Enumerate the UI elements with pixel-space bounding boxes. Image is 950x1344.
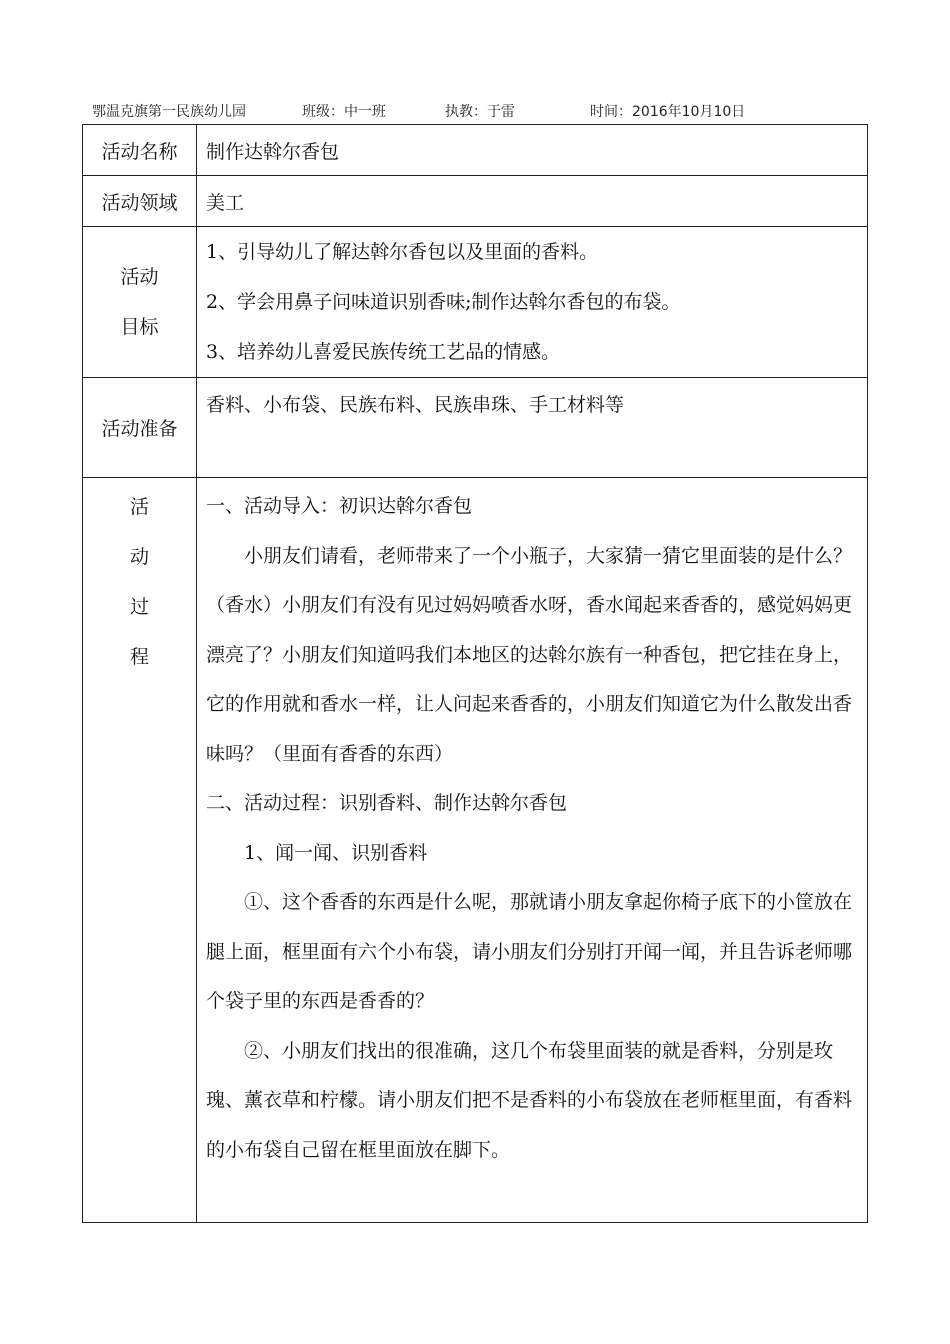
- process-label-char-3: 过: [129, 596, 149, 618]
- school-name: 鄂温克旗第一民族幼儿园: [92, 104, 246, 120]
- step1-paragraph-1: ①、这个香香的东西是什么呢，那就请小朋友拿起你椅子底下的小筐放在腿上面，框里面有六个小布袋，请小朋友们分别打开闻一闻，并且告诉老师哪个袋子里的东西是香香的？: [206, 891, 853, 1012]
- label-activity-goals: [83, 227, 197, 378]
- goal-item-2: 2、学会用鼻子问味道识别香味;制作达斡尔香包的布袋。: [206, 291, 681, 313]
- row-activity-process: [83, 478, 868, 1223]
- goals-label-line2: 目标: [120, 316, 159, 338]
- date-info: 时间：2016年10月10日: [590, 104, 746, 120]
- label-activity-name: 活动名称: [83, 125, 197, 176]
- row-activity-name: [83, 125, 868, 176]
- row-activity-domain: [83, 176, 868, 227]
- goals-label-line1: 活动: [120, 266, 159, 288]
- label-activity-prep: 活动准备: [83, 378, 197, 478]
- value-activity-name: 制作达斡尔香包: [197, 125, 868, 176]
- step1-title: 1、闻一闻、识别香料: [244, 841, 428, 864]
- teacher-info: 执教：于雷: [445, 104, 515, 120]
- goal-item-1: 1、引导幼儿了解达斡尔香包以及里面的香料。: [206, 241, 599, 263]
- process-content: [197, 478, 868, 1223]
- row-activity-goals: [83, 227, 868, 378]
- row-activity-prep: [83, 378, 868, 478]
- goal-item-3: 3、培养幼儿喜爱民族传统工艺品的情感。: [206, 341, 561, 363]
- lesson-plan-table: [82, 124, 868, 1223]
- process-label-char-4: 程: [129, 646, 149, 668]
- value-activity-prep: 香料、小布袋、民族布料、民族串珠、手工材料等: [197, 378, 868, 478]
- step1-paragraph-2: ②、小朋友们找出的很准确，这几个布袋里面装的就是香料，分别是玫瑰、薰衣草和柠檬。请小朋友们把不是香料的小布袋放在老师框里面，有香料的小布袋自己留在框里面放在脚下。: [206, 1039, 853, 1161]
- process-label-char-1: 活: [129, 496, 149, 518]
- label-activity-domain: 活动领域: [83, 176, 197, 227]
- class-info: 班级：中一班: [302, 104, 386, 120]
- section1-paragraph: 小朋友们请看，老师带来了一个小瓶子，大家猜一猜它里面装的是什么？（香水）小朋友们有没有见过妈妈喷香水呀，香水闻起来香香的，感觉妈妈更漂亮了？小朋友们知道吗我们本地区的达斡尔族有一种香包，把它挂在身上，它的作用就和香水一样，让人问起来香香的，小朋友们知道它为什么散发出香味吗？（里面有香香的东西）: [206, 544, 853, 765]
- section2-title: 二、活动过程：识别香料、制作达斡尔香包: [206, 792, 568, 814]
- page-header: [92, 101, 745, 121]
- goals-content: [197, 227, 868, 378]
- value-activity-domain: 美工: [197, 176, 868, 227]
- section1-title: 一、活动导入：初识达斡尔香包: [206, 495, 473, 517]
- process-label-char-2: 动: [129, 546, 149, 568]
- label-activity-process: [83, 478, 197, 1223]
